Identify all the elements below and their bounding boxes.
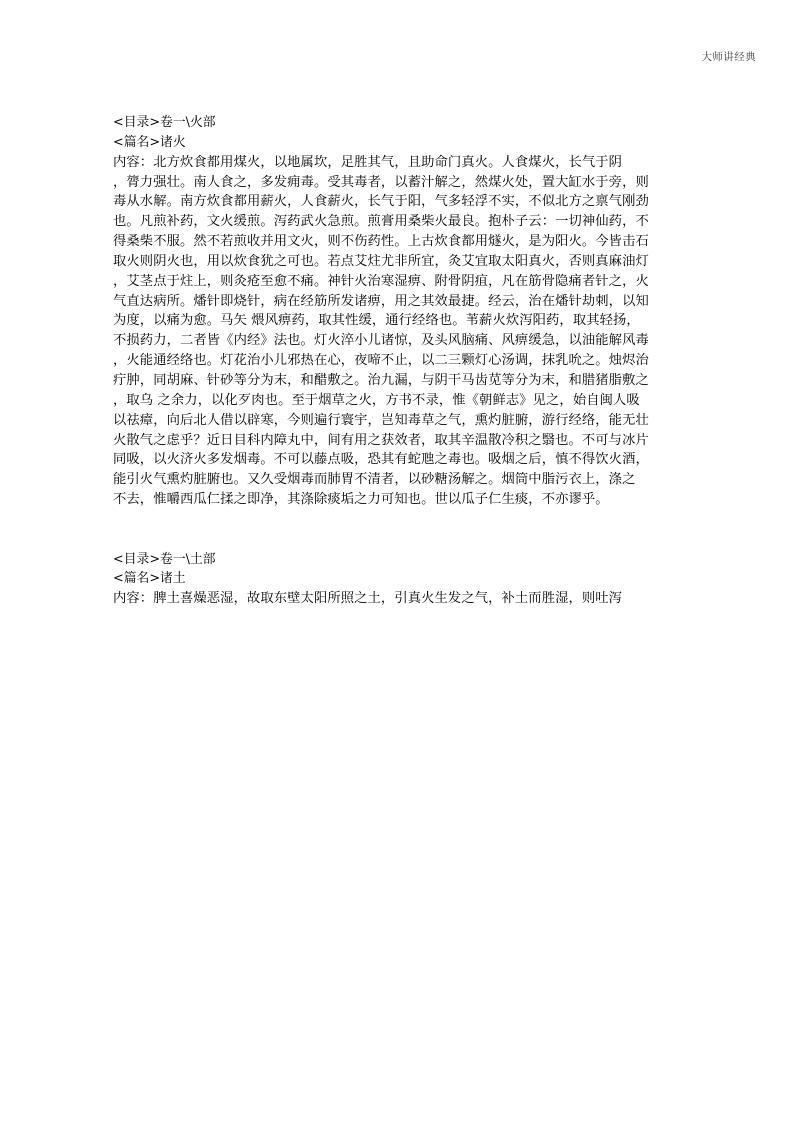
body-line: 为度，以痛为愈。马矢 煨风痹药，取其性缓，通行经络也。苇薪火炊泻阳药，取其轻扬， bbox=[113, 313, 640, 329]
section-separator bbox=[113, 530, 685, 550]
body-line: 同吸，以火济火多发烟毒。不可以藤点吸，恐其有蛇虺之毒也。吸烟之后，慎不得饮火酒， bbox=[113, 452, 649, 468]
body-line: 毒从水解。南方炊食都用薪火，人食薪火，长气于阳，气多轻浮不实，不似北方之禀气刚劲 bbox=[113, 194, 649, 210]
body-line: 能引火气熏灼脏腑也。又久受烟毒而肺胃不清者，以砂糖汤解之。烟筒中脂污衣上，涤之 bbox=[113, 472, 636, 488]
document-body bbox=[113, 113, 685, 609]
title-tag: <篇名>诸火 bbox=[113, 134, 186, 150]
body-line: ，取乌 之余力，以化歹肉也。至于烟草之火，方书不录，惟《朝鲜志》见之，始自闽人吸 bbox=[113, 392, 640, 408]
body-line: ，膂力强壮。南人食之，多发痈毒。受其毒者，以蓄汁解之，然煤火处，置大缸水于旁，则 bbox=[113, 174, 649, 190]
catalog-tag: <目录>卷一\土部 bbox=[113, 551, 216, 567]
body-line: 也。凡煎补药，文火缓煎。泻药武火急煎。煎膏用桑柴火最良。抱朴子云：一切神仙药，不 bbox=[113, 214, 649, 230]
running-header-title: 大师讲经典 bbox=[701, 51, 756, 63]
body-line: 以祛瘴，向后北人借以辟寒，今则遍行寰宇，岂知毒草之气，熏灼脏腑，游行经络，能无壮 bbox=[113, 412, 649, 428]
document-section-fire bbox=[113, 113, 685, 510]
catalog-tag: <目录>卷一\火部 bbox=[113, 115, 216, 130]
body-line: ，艾茎点于炷上，则灸疮至愈不痛。神针火治寒湿痹、附骨阴疽，凡在筋骨隐痛者针之，火 bbox=[113, 273, 649, 289]
body-line: 火散气之虑乎？近日目科内障丸中，间有用之获效者，取其辛温散冷积之翳也。不可与冰片 bbox=[113, 432, 649, 448]
body-line: 得桑柴不服。然不若煎收并用文火，则不伤药性。上古炊食都用燧火，是为阳火。今皆击石 bbox=[113, 234, 649, 250]
title-tag: <篇名>诸土 bbox=[113, 571, 186, 587]
body-line: 内容：北方炊食都用煤火，以地属坎，足胜其气，且助命门真火。人食煤火，长气于阴 bbox=[113, 154, 623, 170]
document-section-earth bbox=[113, 550, 685, 610]
body-line: 不去，惟嚼西瓜仁揉之即净，其涤除痰垢之力可知也。世以瓜子仁生痰，不亦谬乎。 bbox=[113, 492, 609, 508]
body-line: 取火则阴火也，用以炊食犹之可也。若点艾炷尤非所宜，灸艾宜取太阳真火，否则真麻油灯 bbox=[113, 253, 649, 269]
body-line: 内容：脾土喜燥恶湿，故取东壁太阳所照之土，引真火生发之气，补土而胜湿，则吐泻 bbox=[113, 591, 623, 607]
body-line: 不损药力，二者皆《内经》法也。灯火淬小儿诸惊，及头风脑痛、风痹缓急，以油能解风毒 bbox=[113, 333, 649, 349]
body-line: 疔肿，同胡麻、针砂等分为末，和醋敷之。治九漏，与阴干马齿苋等分为末，和腊猪脂敷之 bbox=[113, 372, 649, 388]
body-line: 气直达病所。燔针即烧针，病在经筋所发诸痹，用之其效最捷。经云，治在燔针劫刺，以知 bbox=[113, 293, 649, 309]
body-line: ，火能通经络也。灯花治小儿邪热在心，夜啼不止，以二三颗灯心汤调，抹乳吮之。烛烬治 bbox=[113, 353, 649, 369]
section-separator bbox=[113, 510, 685, 530]
